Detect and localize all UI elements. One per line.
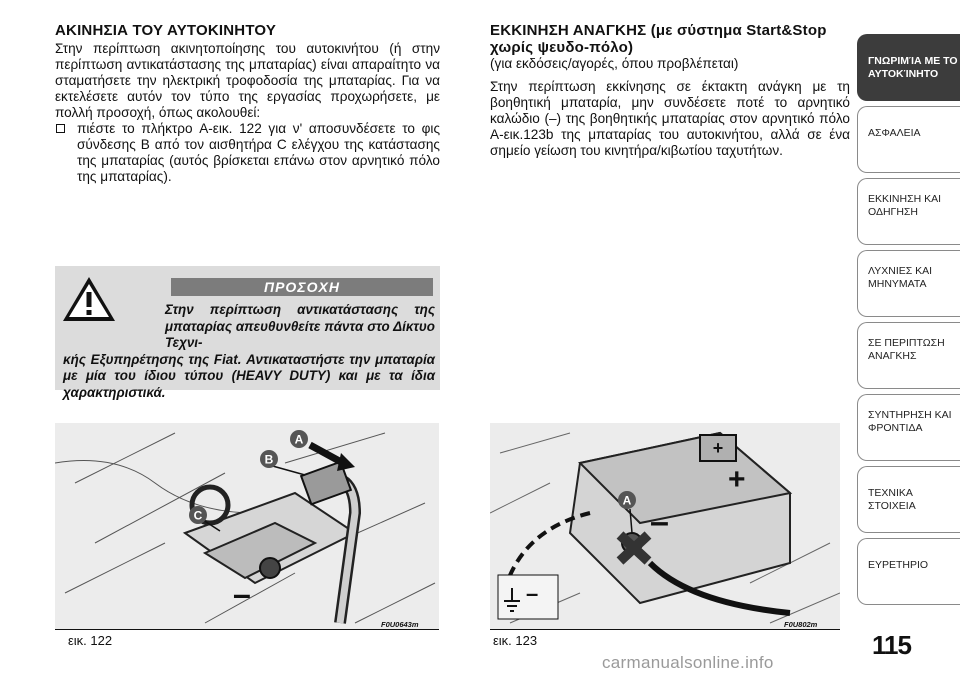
warning-text-line-1: Στην περίπτωση αντικατάστασης της μπαταρίας απευθυνθείτε πάντα στο Δίκτυο Τεχνι- [165,302,435,350]
tab-label-line-1: ΛΥΧΝΙΕΣ ΚΑΙ [868,265,933,277]
left-column [55,22,440,185]
warning-box [55,266,440,400]
tab-label-line-1: ΑΣΦΑΛΕΙΑ [868,127,921,139]
bullet-item [55,121,440,185]
tab-label-line-1: ΕΚΚΙΝΗΣΗ ΚΑΙ [868,193,942,205]
tab-label-line-2: ΑΝΑΓΚΗΣ [868,350,917,362]
tab-getting-to-know[interactable] [857,34,960,101]
plus-lid-mark: + [712,438,724,458]
ground-negative-sign: – [526,581,539,606]
immobility-paragraph: Στην περίπτωση ακινητοποίησης του αυτοκινήτου (ή στην περίπτωση αντικατάστασης της μπαταρίας) είναι απαραίτητο να σταματήσετε την ηλεκτρική τροφοδοσία της μπαταρίας. Για να εκτελέσετε αυτόν τον τύπο της εργασίας προχωρήσετε, με πολλή προσοχή, όπως ακολουθεί: [55,41,440,120]
tab-maintenance[interactable] [857,394,960,461]
tab-label-line-2: ΦΡΟΝΤΙΔΑ [868,422,923,434]
tab-index[interactable] [857,538,960,605]
callout-c: C [193,508,203,523]
callout-a: A [622,493,632,508]
figure-123-battery-emergency [490,423,840,629]
callout-a: A [294,432,304,447]
figure-122-rule [55,629,439,630]
positive-sign: + [728,463,746,496]
warning-text-rest: κής Εξυπηρέτησης της Fiat. Αντικαταστήστε την μπαταρία με μία του ίδιου τύπου (HEAVY DUTY) και με τα ίδια χαρακτηριστικά. [63,351,435,400]
tab-label-line-2: ΟΔΗΓΗΣΗ [868,206,918,218]
section-heading-emergency-start [490,22,850,56]
emergency-start-paragraph: Στην περίπτωση εκκίνησης σε έκτακτη ανάγκη με τη βοηθητική μπαταρία, μην συνδέσετε ποτέ το αρνητικό καλώδιο (–) της βοηθητικής μπαταρίας στον αρνητικό πόλο A-εικ.123b της μπαταρίας του αυτοκινήτου, αλλά σε ένα σημείο γείωση του κινητήρα/κιβωτίου ταχυτήτων. [490,79,850,158]
right-column [490,22,850,159]
figure-123-rule [490,629,840,630]
availability-note: (για εκδόσεις/αγορές, όπου προβλέπεται) [490,56,739,71]
figure-123-caption: εικ. 123 [493,633,538,648]
warning-text [63,302,435,401]
heading-line-1: ΕΚΚΙΝΗΣΗ ΑΝΑΓΚΗΣ (με σύστημα Start&Stop [490,22,827,39]
battery-emergency-illustration [490,423,840,629]
negative-sign: – [650,503,669,541]
bullet-text: πιέστε το πλήκτρο A-εικ. 122 για ν' αποσυνδέσετε το φις σύνδεσης B από τον αισθητήρα C ελέγχου της κατάστασης της μπαταρίας (αυτός βρίσκεται επάνω στον αρνητικό πόλο της μπαταρίας). [77,121,440,184]
checkbox-bullet-icon [56,124,65,133]
tab-emergency[interactable] [857,322,960,389]
tab-label-line-1: ΕΥΡΕΤΗΡΙΟ [868,559,929,571]
figure-123-code: F0U802m [784,620,818,629]
heading-line-2: χωρίς ψευδο-πόλο) [490,39,634,56]
tab-technical-data[interactable] [857,466,960,533]
section-heading-immobility: ΑΚΙΝΗΣΙΑ ΤΟΥ ΑΥΤΟΚΙΝΗΤΟΥ [55,22,277,39]
watermark: carmanualsonline.info [602,653,774,672]
tab-label-line-1: ΓΝΩΡΙΜΊΑ ΜΕ ΤΟ [868,55,958,67]
warning-title: ΠΡΟΣΟΧΗ [171,278,433,296]
tab-warning-lights[interactable] [857,250,960,317]
tab-label-line-2: ΑΥΤΟΚΊΝΗΤΟ [868,68,939,80]
tab-label-line-1: ΣΥΝΤΗΡΗΣΗ ΚΑΙ [868,409,952,421]
tab-label-line-2: ΜΗΝΥΜΑΤΑ [868,278,927,290]
tab-safety[interactable] [857,106,960,173]
figure-122-caption: εικ. 122 [68,633,113,648]
callout-b: B [264,452,274,467]
tab-starting-driving[interactable] [857,178,960,245]
battery-sensor-illustration [55,423,439,629]
tab-label-line-1: ΤΕΧΝΙΚΑ ΣΤΟΙΧΕΙΑ [868,487,916,512]
tab-label-line-1: ΣΕ ΠΕΡΙΠΤΩΣΗ [868,337,945,349]
figure-122-battery-sensor [55,423,439,629]
figure-122-code: F0U0643m [381,620,419,629]
page-number: 115 [872,630,911,660]
negative-sign: – [233,576,251,612]
